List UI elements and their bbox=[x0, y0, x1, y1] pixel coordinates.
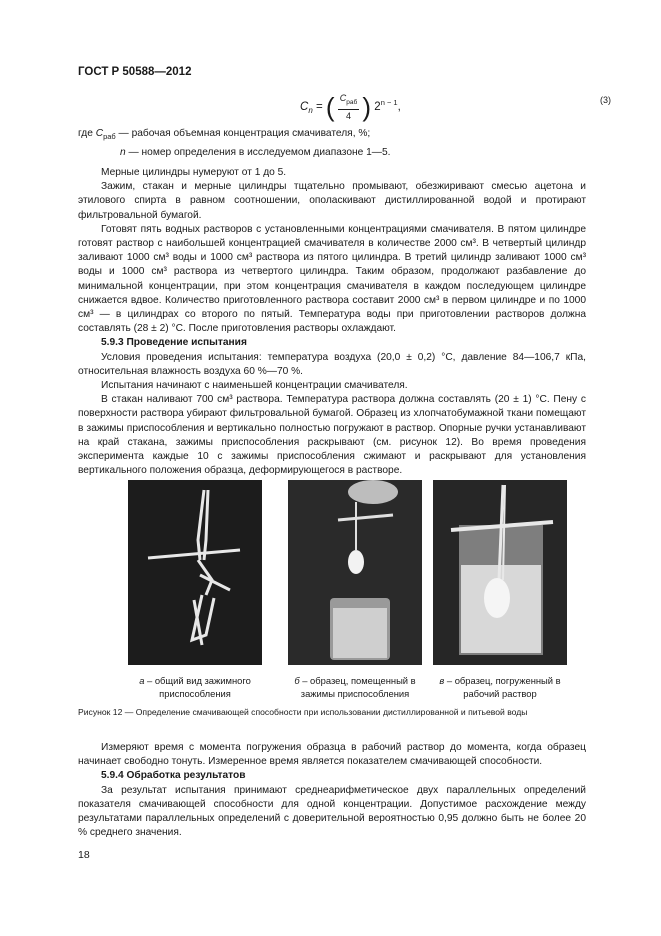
page-number: 18 bbox=[78, 849, 90, 861]
photo-sample-in-solution bbox=[433, 480, 567, 665]
caption-label: а bbox=[139, 675, 145, 686]
definitions bbox=[78, 126, 391, 164]
figure-photos bbox=[0, 480, 661, 665]
definition-symbol-sub: раб bbox=[103, 132, 116, 142]
caption-v bbox=[425, 674, 575, 700]
paragraph: Измеряют время с момента погружения образца в рабочий раствор до момента, когда образец начинает свободно тонуть. Измеренное время является показателем смачивающей способности. bbox=[78, 742, 586, 768]
section-heading: 5.9.3 Проведение испытания bbox=[101, 337, 247, 349]
definition-row bbox=[78, 145, 391, 164]
definition-lead: где bbox=[78, 128, 96, 139]
paragraph: За результат испытания принимают среднеарифметическое двух параллельных определений показателя смачивающей способности для одной концентрации. Допустимое расхождение между результатами параллельных определений с доверительной вероятностью 0,95 должно быть не более 20 % среднего значения. bbox=[78, 784, 586, 839]
paragraph: Зажим, стакан и мерные цилиндры тщательно промывают, обезжиривают смесью ацетона и этилового спирта в равном соотношении, ополаскивают дистиллированной водой и протирают фильтровальной бумагой. bbox=[78, 181, 586, 221]
definition-dash: — bbox=[115, 128, 132, 139]
formula-frac-den: 4 bbox=[345, 110, 351, 121]
text-block-2 bbox=[78, 741, 586, 840]
formula-frac-num: C bbox=[339, 93, 347, 103]
formula-number: (3) bbox=[600, 95, 611, 105]
paragraph: Мерные цилиндры нумеруют от 1 до 5. bbox=[101, 167, 287, 178]
photo-sample-in-clamp bbox=[288, 480, 422, 665]
caption-text: – общий вид зажимного приспособления bbox=[144, 675, 251, 699]
definition-symbol: C bbox=[95, 128, 104, 139]
definition-row bbox=[78, 126, 391, 145]
paragraph: Готовят пять водных растворов с установленными концентрациями смачивателя. В пятом цилиндре готовят раствор с наибольшей концентрацией смачивателя в количестве 2000 см³. В четвертый цилиндр заливают 1000 см³ воды и 1000 см³ раствора из пятого цилиндра. В третий цилиндр заливают 1000 см³ воды и 1000 см³ раствора из четвертого цилиндра. Таким образом, продолжают разбавление до минимальной концентрации, при этом концентрация смачивателя в каждом последующем цилиндре снижается вдвое. Количество приготовленного раствора составит 2000 см³ в первом цилиндре и по 1000 см³ — в цилиндрах со второго по пятый. Температура воды при приготовлении растворов должна составлять (28 ± 2) °С. После приготовления растворы охлаждают. bbox=[78, 223, 586, 335]
definition-symbol: n bbox=[120, 147, 126, 159]
caption-label: в bbox=[439, 675, 445, 686]
formula-power-base: 2 bbox=[374, 100, 381, 113]
document-header: ГОСТ Р 50588—2012 bbox=[78, 66, 192, 78]
formula-lhs: C bbox=[300, 100, 309, 113]
caption-a bbox=[120, 674, 270, 700]
formula-power-exp: n − 1 bbox=[380, 98, 398, 108]
definition-text: номер определения в исследуемом диапазоне 1—5. bbox=[141, 147, 391, 159]
formula-lhs-sub: n bbox=[308, 106, 313, 116]
formula-3: $C_n$ = ( $C_{раб}$ 4 ) $2^{n - 1}$, bbox=[300, 91, 401, 122]
caption-b bbox=[280, 674, 430, 700]
caption-text: – образец, помещенный в зажимы приспособления bbox=[299, 675, 416, 699]
formula-tail: , bbox=[397, 100, 401, 113]
caption-text: – образец, погруженный в рабочий раствор bbox=[444, 675, 561, 699]
definition-text: рабочая объемная концентрация смачивателя, %; bbox=[131, 128, 371, 139]
paragraph: Испытания начинают с наименьшей концентрации смачивателя. bbox=[101, 380, 408, 392]
caption-label: б bbox=[294, 675, 300, 686]
paragraph: В стакан наливают 700 см³ раствора. Температура раствора должна составлять (20 ± 1) °С. Пену с поверхности раствора убирают фильтровальной бумагой. Образец из хлопчатобумажной ткани помещают в зажимы приспособления и вертикально полностью погружают в раствор. Опорные ручки устанавливают на край стакана, зажимы приспособления раскрывают (см. рисунок 12). Во время проведения эксперимента каждые 10 с зажимы приспособления сжимают и раскрывают для установления вертикального положения образца, деформирующегося в растворе. bbox=[78, 394, 586, 477]
paragraph: Условия проведения испытания: температура воздуха (20,0 ± 0,2) °С, давление 84—106,7 кПа, относительная влажность воздуха 60 %—70 %. bbox=[78, 351, 586, 377]
section-heading: 5.9.4 Обработка результатов bbox=[101, 770, 246, 782]
definition-dash: — bbox=[125, 147, 142, 159]
formula-frac-num-sub: раб bbox=[346, 98, 358, 106]
formula-eq: = bbox=[315, 100, 323, 113]
figure-title: Рисунок 12 — Определение смачивающей способности при использовании дистиллированной и питьевой воды bbox=[78, 707, 528, 717]
text-block-1 bbox=[78, 166, 586, 478]
photo-clamp-device bbox=[128, 480, 262, 665]
